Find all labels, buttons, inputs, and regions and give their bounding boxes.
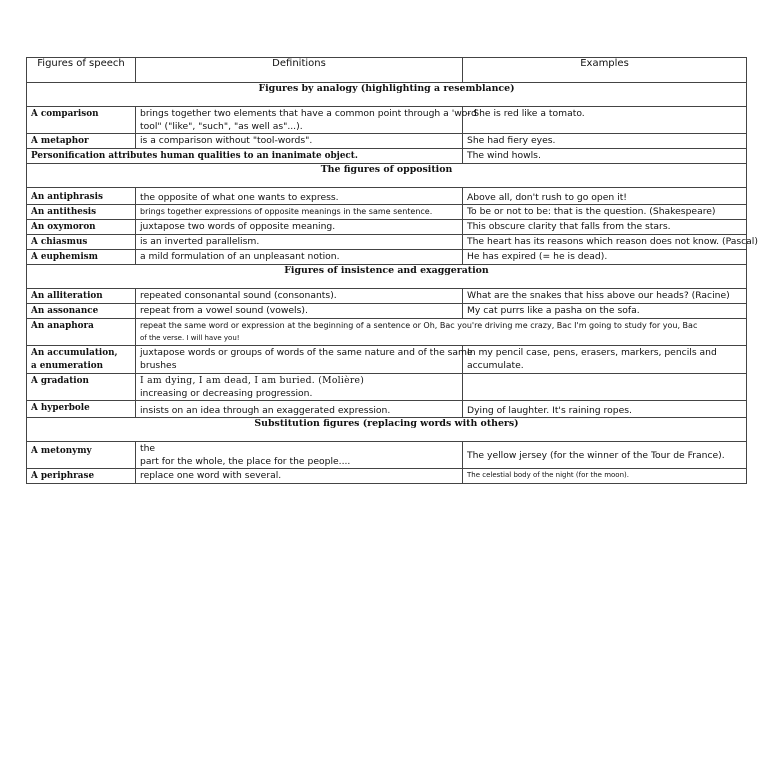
example-cell: To be or not to be: that is the question. (Shakespeare) bbox=[463, 205, 747, 220]
example-cell: The wind howls. bbox=[463, 149, 747, 164]
header-row bbox=[27, 58, 747, 83]
example-cell: The yellow jersey (for the winner of the Tour de France). bbox=[463, 442, 747, 469]
term-cell: A hyperbole bbox=[27, 401, 136, 418]
term-cell bbox=[27, 346, 136, 374]
definition-line: juxtapose words or groups of words of the same nature and of the same bbox=[140, 347, 473, 358]
definition-cell: juxtapose two words of opposite meaning. bbox=[136, 220, 463, 235]
definition-cell: repeat from a vowel sound (vowels). bbox=[136, 304, 463, 319]
table-row bbox=[27, 250, 747, 265]
example-cell: The heart has its reasons which reason does not know. (Pascal) bbox=[463, 235, 747, 250]
example-cell: He has expired (= he is dead). bbox=[463, 250, 747, 265]
header-figures: Figures of speech bbox=[27, 58, 136, 83]
definition-cell: is an inverted parallelism. bbox=[136, 235, 463, 250]
table-row bbox=[27, 149, 747, 164]
definition-line: I am dying, I am dead, I am buried. (Molière) bbox=[140, 375, 365, 386]
term-line: a enumeration bbox=[31, 361, 104, 371]
table-row bbox=[27, 346, 747, 374]
term-cell: A gradation bbox=[27, 374, 136, 401]
example-cell bbox=[463, 374, 747, 401]
table-row bbox=[27, 235, 747, 250]
definition-cell: insists on an idea through an exaggerated expression. bbox=[136, 401, 463, 418]
definition-cell bbox=[136, 442, 463, 469]
definition-line: repeat the same word or expression at the beginning of a sentence or Oh, Bac you're driving me crazy, Bac I'm going to study for you, Bac bbox=[140, 321, 698, 330]
definition-line: brings together two elements that have a common point through a 'word bbox=[140, 108, 477, 119]
term-cell: A comparison bbox=[27, 107, 136, 134]
definition-cell bbox=[136, 374, 463, 401]
term-cell: An oxymoron bbox=[27, 220, 136, 235]
term-cell: Personification attributes human qualities to an inanimate object. bbox=[27, 149, 463, 164]
definition-cell: replace one word with several. bbox=[136, 469, 463, 484]
table-row bbox=[27, 188, 747, 205]
term-cell: A metonymy bbox=[27, 442, 136, 469]
table-row bbox=[27, 401, 747, 418]
example-cell: - She is red like a tomato. bbox=[463, 107, 747, 134]
definition-line: the bbox=[140, 443, 156, 454]
definition-line: tool" ("like", "such", "as well as"...). bbox=[140, 121, 303, 132]
example-cell: She had fiery eyes. bbox=[463, 134, 747, 149]
definition-cell bbox=[136, 107, 477, 134]
definition-cell bbox=[136, 319, 747, 346]
table-row bbox=[27, 319, 747, 346]
definition-cell: brings together expressions of opposite meanings in the same sentence. bbox=[136, 205, 463, 220]
term-cell: A euphemism bbox=[27, 250, 136, 265]
definition-line: part for the whole, the place for the people.... bbox=[140, 456, 351, 467]
section-row bbox=[27, 164, 747, 188]
term-cell: An assonance bbox=[27, 304, 136, 319]
example-cell: Dying of laughter. It's raining ropes. bbox=[463, 401, 747, 418]
term-cell: An antiphrasis bbox=[27, 188, 136, 205]
header-examples: Examples bbox=[463, 58, 747, 83]
term-cell: An antithesis bbox=[27, 205, 136, 220]
section-row bbox=[27, 418, 747, 442]
table-row bbox=[27, 220, 747, 235]
section-title: Figures by analogy (highlighting a resemblance) bbox=[27, 83, 747, 107]
term-cell: An alliteration bbox=[27, 289, 136, 304]
figures-of-speech-table bbox=[26, 57, 758, 484]
example-cell: My cat purrs like a pasha on the sofa. bbox=[463, 304, 747, 319]
table-row bbox=[27, 134, 747, 149]
example-line: accumulate. bbox=[467, 360, 524, 371]
example-cell: What are the snakes that hiss above our heads? (Racine) bbox=[463, 289, 747, 304]
header-definitions: Definitions bbox=[136, 58, 463, 83]
definition-cell: the opposite of what one wants to express. bbox=[136, 188, 463, 205]
example-cell: Above all, don't rush to go open it! bbox=[463, 188, 747, 205]
definition-cell: is a comparison without "tool-words". bbox=[136, 134, 463, 149]
example-cell: This obscure clarity that falls from the stars. bbox=[463, 220, 747, 235]
example-cell bbox=[463, 346, 747, 374]
section-title: The figures of opposition bbox=[27, 164, 747, 188]
table-row bbox=[27, 374, 747, 401]
section-title: Figures of insistence and exaggeration bbox=[27, 265, 747, 289]
table-row bbox=[27, 107, 747, 134]
term-cell: A periphrase bbox=[27, 469, 136, 484]
section-row bbox=[27, 83, 747, 107]
section-row bbox=[27, 265, 747, 289]
example-cell: The celestial body of the night (for the moon). bbox=[463, 469, 747, 484]
term-cell: An anaphora bbox=[27, 319, 136, 346]
table-row bbox=[27, 205, 747, 220]
section-title: Substitution figures (replacing words with others) bbox=[27, 418, 747, 442]
definition-cell: a mild formulation of an unpleasant notion. bbox=[136, 250, 463, 265]
definition-cell bbox=[136, 346, 473, 374]
definition-line: brushes bbox=[140, 360, 177, 371]
table-row bbox=[27, 469, 747, 484]
example-line: In my pencil case, pens, erasers, markers, pencils and bbox=[467, 347, 717, 358]
definition-line: of the verse. I will have you! bbox=[140, 334, 240, 342]
term-cell: A metaphor bbox=[27, 134, 136, 149]
definition-line: increasing or decreasing progression. bbox=[140, 388, 313, 399]
table-row bbox=[27, 289, 747, 304]
table-row bbox=[27, 304, 747, 319]
term-cell: A chiasmus bbox=[27, 235, 136, 250]
table-row bbox=[27, 442, 747, 469]
definition-cell: repeated consonantal sound (consonants). bbox=[136, 289, 463, 304]
term-line: An accumulation, bbox=[31, 348, 118, 358]
